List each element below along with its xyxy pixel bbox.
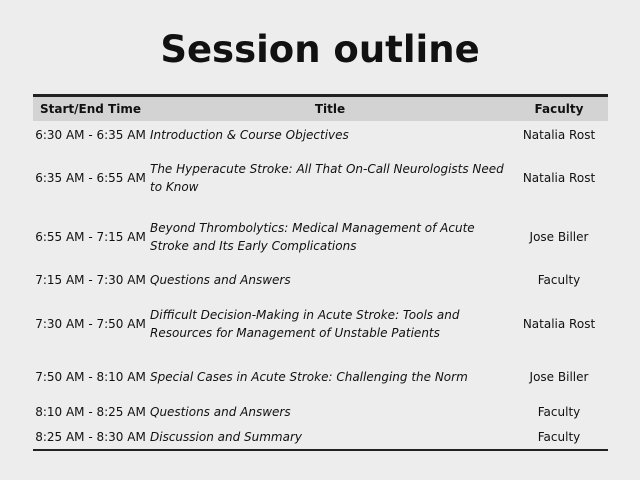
table-row — [33, 399, 608, 425]
row-time: 6:55 AM - 7:15 AM — [35, 230, 146, 244]
row-faculty: Natalia Rost — [522, 128, 596, 142]
row-title: Questions and Answers — [150, 273, 291, 287]
slide-title: Session outline — [160, 28, 480, 71]
row-title: Beyond Thrombolytics: Medical Management of Acute Stroke and Its Early Complications — [150, 221, 475, 253]
header-faculty: Faculty — [534, 102, 584, 116]
row-title: Questions and Answers — [150, 405, 291, 419]
row-faculty: Natalia Rost — [522, 171, 596, 185]
row-faculty: Natalia Rost — [522, 317, 596, 331]
table-row — [33, 293, 608, 355]
row-time: 6:30 AM - 6:35 AM — [35, 128, 146, 142]
row-time: 8:10 AM - 8:25 AM — [35, 405, 146, 419]
header-title: Title — [314, 102, 346, 116]
table-row — [33, 425, 608, 449]
table-row — [33, 207, 608, 267]
table-row — [33, 355, 608, 399]
row-time: 7:50 AM - 8:10 AM — [35, 370, 146, 384]
row-time: 7:15 AM - 7:30 AM — [35, 273, 146, 287]
row-faculty: Jose Biller — [529, 370, 589, 384]
row-faculty: Faculty — [537, 273, 581, 287]
row-faculty: Faculty — [537, 430, 581, 444]
table-row — [33, 149, 608, 207]
row-title: Introduction & Course Objectives — [150, 128, 349, 142]
row-time: 6:35 AM - 6:55 AM — [35, 171, 146, 185]
row-time: 7:30 AM - 7:50 AM — [35, 317, 146, 331]
row-faculty: Jose Biller — [529, 230, 589, 244]
row-title: Special Cases in Acute Stroke: Challenging the Norm — [150, 370, 468, 384]
row-title: Difficult Decision-Making in Acute Stroke: Tools and Resources for Management of Unstable Patients — [150, 308, 460, 340]
row-faculty: Faculty — [537, 405, 581, 419]
table-header — [33, 97, 608, 121]
row-title: The Hyperacute Stroke: All That On-Call Neurologists Need to Know — [150, 162, 504, 194]
table-row — [33, 121, 608, 149]
session-table — [33, 94, 608, 451]
table-row — [33, 267, 608, 293]
row-title: Discussion and Summary — [150, 430, 303, 444]
header-time: Start/End Time — [40, 102, 141, 116]
row-time: 8:25 AM - 8:30 AM — [35, 430, 146, 444]
